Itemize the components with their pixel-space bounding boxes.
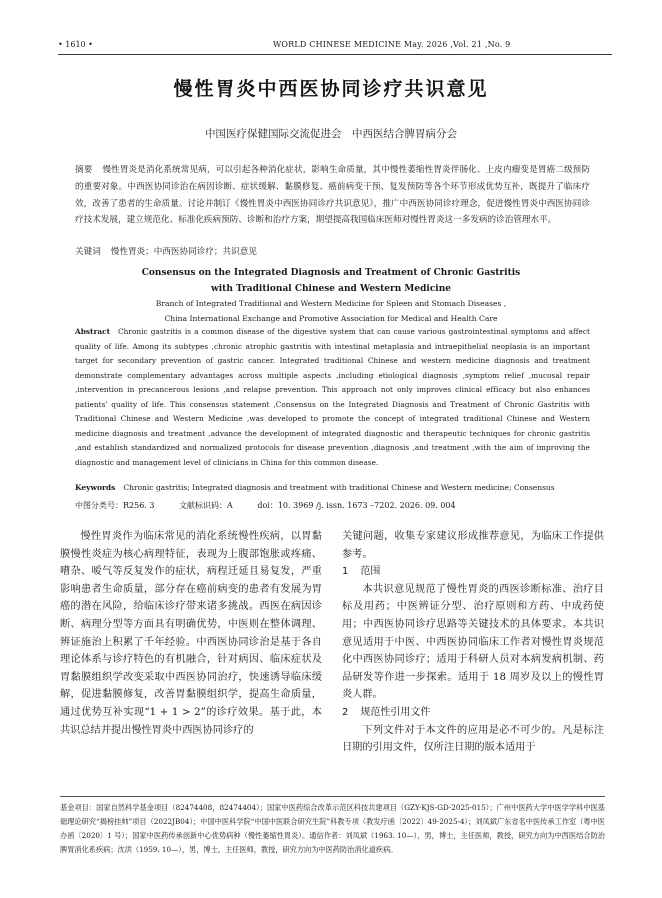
body-paragraph: 下列文件对于本文件的应用是必不可少的。凡是标注日期的引用文件，仅所注日期的版本适用于 <box>342 724 604 754</box>
doi: doi：10. 3969 /j. issn. 1673 –7202. 2026. 09. 004 <box>257 501 456 510</box>
section-heading-scope <box>342 563 604 581</box>
body-paragraph: 慢性胃炎作为临床常见的消化系统慢性疾病，以胃黏膜慢性炎症为核心病理特征，表现为上腹部饱胀或疼痛、嘈杂、嗳气等反复发作的症状，病程迁延且易复发，严重影响患者生命质量，部分存在癌前病变的患者有发展为胃癌的潜在风险，给临床诊疗带来诸多挑战。西医在病因诊断、病理分型等方面具有明确优势，中医则在整体调理、辨证施治上积累了千年经验。中西医协同诊治是基于各自理论体系与诊疗特色的有机融合，针对病因、临床症状及胃黏膜组织学改变采取中西医协同治疗，快速诱导临床缓解，促进黏膜修复，改善胃黏膜组织学，提高生命质量，通过优势互补实现“1 + 1 > 2”的诊疗效果。基于此，本共识总结并提出慢性胃炎中西医协同诊疗的 <box>60 531 322 736</box>
english-affiliation-line1: Branch of Integrated Traditional and Western Medicine for Spleen and Stomach Diseases , <box>155 299 507 308</box>
section-title: 范围 <box>360 566 381 578</box>
section-title: 规范性引用文件 <box>360 706 431 718</box>
english-title <box>0 265 662 297</box>
document-code: 文献标识码：A <box>179 501 233 510</box>
abstract-label-cn: 摘要 <box>75 165 93 175</box>
journal-citation: WORLD CHINESE MEDICINE May. 2026 ,Vol. 21 ,No. 9 <box>273 40 511 49</box>
section-number: 2 <box>342 706 349 718</box>
page-number: • 1610 • <box>58 40 93 49</box>
author-affiliation: 中国医疗保健国际交流促进会 中西医结合脾胃病分会 <box>205 128 457 140</box>
english-affiliation-line2: China International Exchange and Promotive Association for Medical and Health Care <box>164 313 498 323</box>
footnote: 基金项目：国家自然科学基金项目（82474408，82474404）；国家中医药综合改革示范区科技共建项目（GZY-KJS-GD-2025-015）；广州中医药大学中医学学科中医基础理论研究“揭榜挂帅”项目（2022JB04）；中国中医科学院“中国中医联合研究生院”科教专项（教发疗函〔2022〕49-2025-4）；刘凤斌广东省名中医传承工作室（粤中医办函〔2020〕1 号）；国家中医药传承创新中心优势病种（慢性萎缩性胃炎）。通信作者：刘凤斌（1963. 10—），男，博士，主任医师，教授，研究方向为中西医结合防治脾胃消化系疾病；沈洪（1959. 10—），男，博士，主任医师，教授，研究方向为中医药防治消化道疾病。 <box>60 796 605 857</box>
body-column-right <box>342 528 604 757</box>
keywords-label-en: Keywords <box>75 483 116 492</box>
section-number: 1 <box>342 566 349 578</box>
abstract-text-cn: 慢性胃炎是消化系统常见病，可以引起各种消化症状，影响生命质量，其中慢性萎缩性胃炎伴肠化、上皮内瘤变是胃癌二级预防的重要对象。中西医协同诊治在病因诊断、症状缓解、黏膜修复、癌前病变干预、复发预防等各个环节形成优势互补，既提升了临床疗效，改善了患者的生命质量。讨论并制订《慢性胃炎中西医协同诊疗共识意见》，推广中西医协同诊疗理念，促进慢性胃炎中西医协同诊疗技术发展，建立规范化、标准化疾病预防、诊断和治疗方案，期望提高我国临床医师对慢性胃炎这一多发病的诊治管理水平。 <box>75 165 590 226</box>
running-header <box>58 38 612 55</box>
keywords-text-en: Chronic gastritis; Integrated diagnosis and treatment with traditional Chinese and Western medicine; Consensus <box>123 483 555 492</box>
english-affiliation <box>0 297 662 326</box>
english-title-line1: Consensus on the Integrated Diagnosis and Treatment of Chronic Gastritis <box>141 268 521 278</box>
section-heading-references <box>342 704 604 722</box>
english-keywords <box>75 483 590 492</box>
body-column-left <box>60 528 322 739</box>
english-abstract <box>75 325 590 470</box>
keywords-label-cn: 关键词 <box>75 247 101 257</box>
clc-number: 中图分类号：R256. 3 <box>75 501 155 510</box>
article-title: 慢性胃炎中西医协同诊疗共识意见 <box>173 78 489 100</box>
body-paragraph: 关键问题，收集专家建议形成推荐意见，为临床工作提供参考。 <box>342 531 604 560</box>
keywords-text-cn: 慢性胃炎；中西医协同诊疗；共识意见 <box>110 247 257 257</box>
abstract-text-en: Chronic gastritis is a common disease of the digestive system that can cause various gastrointestinal symptoms and affect quality of life. Among its subtypes ,chronic atrophic gastritis with intestinal metaplasia and intraepithelial neoplasia is an important target for secondary prevention of gastric cancer. Integrated traditional Chinese and western medicine diagnosis and treatment demonstrate complementary advantages across multiple aspects ,including etiological diagnosis ,symptom relief ,mucosal repair ,intervention in precancerous lesions ,and relapse prevention. This approach not only improves clinical efficacy but also enhances patients' quality of life. This consensus statement ,Consensus on the Integrated Diagnosis and Treatment of Chronic Gastritis with Traditional Chinese and Western Medicine ,was developed to promote the concept of integrated traditional Chinese and Western medicine diagnosis and treatment ,advance the development of integrated diagnostic and therapeutic techniques for chronic gastritis ,and establish standardized and normalized protocols for disease prevention ,diagnosis ,and treatment ,with the aim of improving the diagnostic and management level of clinicians in China for this common disease. <box>75 327 590 467</box>
chinese-abstract <box>75 162 590 229</box>
abstract-label-en: Abstract <box>75 327 111 336</box>
classification-line <box>75 500 590 511</box>
body-paragraph: 本共识意见规范了慢性胃炎的西医诊断标准、治疗目标及用药；中医辨证分型、治疗原则和方药、中成药使用；中西医协同诊疗思路等关键技术的具体要求。本共识意见适用于中医、中西医协同临床工作者对慢性胃炎规范化中西医协同诊疗；适用于科研人员对本病发病机制、药品研发等作进一步探索。适用于 18 周岁及以上的慢性胃炎人群。 <box>342 583 604 701</box>
english-title-line2: with Traditional Chinese and Western Medicine <box>211 284 451 294</box>
chinese-keywords <box>75 245 590 257</box>
